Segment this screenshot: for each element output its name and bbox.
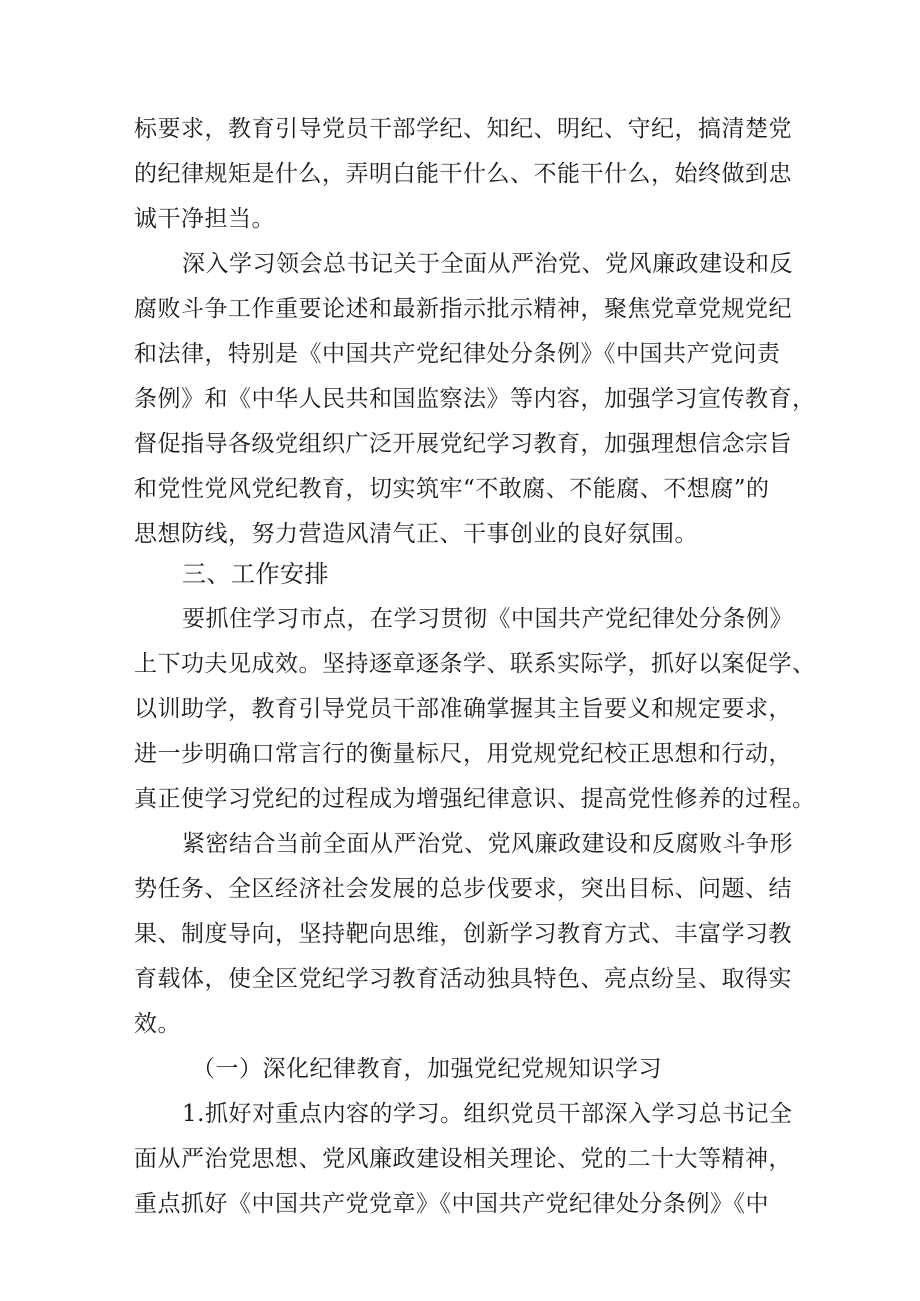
text-line: 思想防线，努力营造风清气正、干事创业的良好氛围。	[134, 521, 698, 547]
text-line: 果、制度导向，坚持靶向思维，创新学习教育方式、丰富学习教	[134, 921, 792, 947]
paragraph-first-line: 要抓住学习市点，在学习贯彻《中国共产党纪律处分条例》	[182, 606, 793, 632]
text-line: 育载体，使全区党纪学习教育活动独具特色、亮点纷呈、取得实	[134, 966, 792, 992]
text-line: 势任务、全区经济社会发展的总步伐要求，突出目标、问题、结	[134, 876, 792, 902]
subsection-heading: （一）深化纪律教育，加强党纪党规知识学习	[192, 1056, 662, 1082]
text-line: 和法律，特别是《中国共产党纪律处分条例》《中国共产党问责	[134, 341, 781, 367]
text-line: 的纪律规矩是什么，弄明白能干什么、不能干什么，始终做到忠	[134, 161, 792, 187]
paragraph-first-line: 紧密结合当前全面从严治党、党风廉政建设和反腐败斗争形	[182, 831, 793, 857]
text-line: 效。	[134, 1011, 181, 1037]
text-line: 督促指导各级党组织广泛开展党纪学习教育，加强理想信念宗旨	[134, 431, 792, 457]
paragraph-first-line: 1.抓好对重点内容的学习。组织党员干部深入学习总书记全	[182, 1101, 793, 1127]
text-line: 标要求，教育引导党员干部学纪、知纪、明纪、守纪，搞清楚党	[134, 116, 792, 142]
text-line: 真正使学习党纪的过程成为增强纪律意识、提高党性修养的过程。	[134, 786, 816, 812]
text-line: 条例》和《中华人民共和国监察法》等内容，加强学习宣传教育，	[134, 386, 816, 412]
text-line: 进一步明确口常言行的衡量标尺，用党规党纪校正思想和行动，	[134, 741, 792, 767]
text-line: 诚干净担当。	[134, 206, 275, 232]
text-line: 以训助学，教育引导党员干部准确掌握其主旨要义和规定要求，	[134, 696, 792, 722]
section-heading: 三、工作安排	[182, 560, 329, 588]
text-line: 上下功夫见成效。坚持逐章逐条学、联系实际学，抓好以案促学、	[134, 651, 816, 677]
text-line: 重点抓好《中国共产党党章》《中国共产党纪律处分条例》《中	[134, 1191, 769, 1217]
text-line: 和党性党风党纪教育，切实筑牢“不敢腐、不能腐、不想腐”的	[134, 476, 770, 502]
text-line: 腐败斗争工作重要论述和最新指示批示精神，聚焦党章党规党纪	[134, 296, 792, 322]
paragraph-first-line: 深入学习领会总书记关于全面从严治党、党风廉政建设和反	[182, 251, 793, 277]
text-line: 面从严治党思想、党风廉政建设相关理论、党的二十大等精神，	[134, 1146, 792, 1172]
